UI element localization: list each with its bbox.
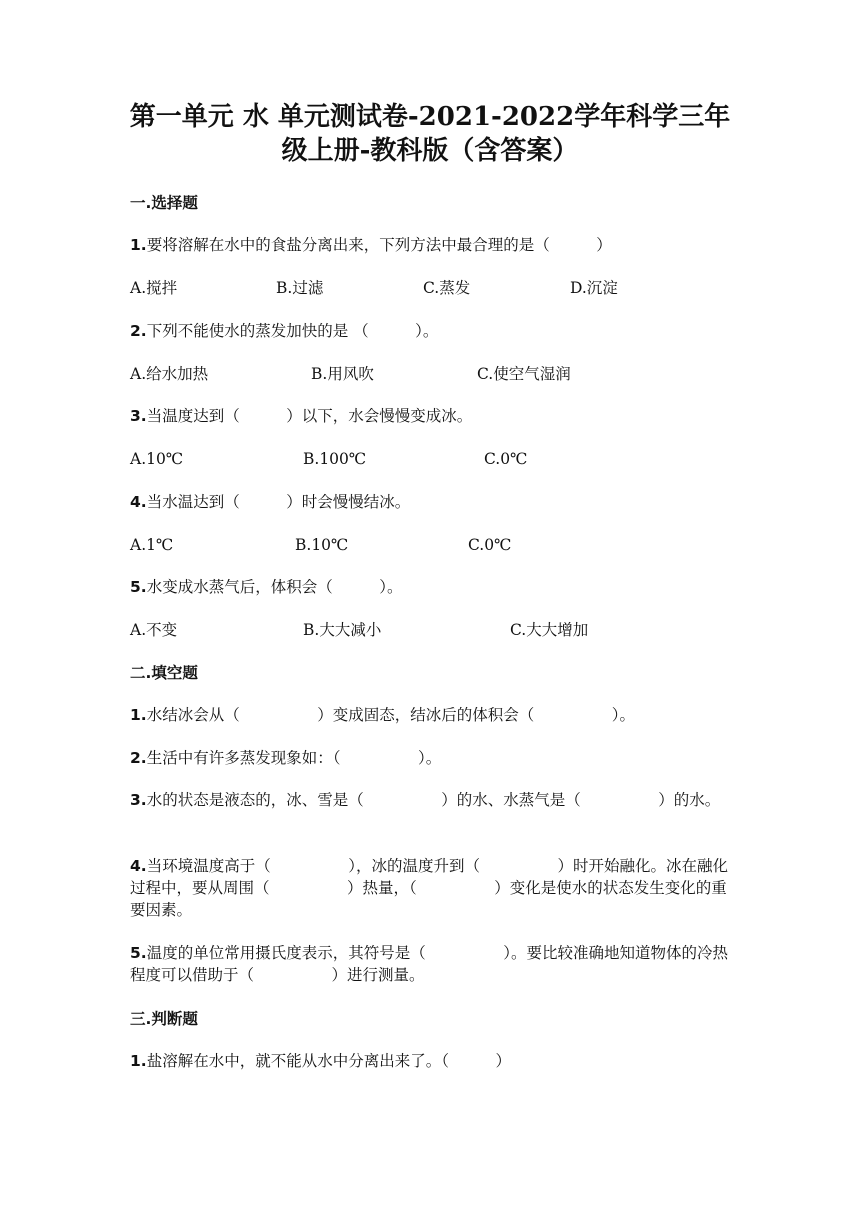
option-b: B.大大减小: [303, 621, 382, 639]
option-c: C.0℃: [468, 536, 512, 554]
option-c: C.使空气湿润: [477, 365, 571, 383]
option-a: A.10℃: [130, 450, 184, 468]
option-b: B.过滤: [276, 279, 324, 297]
section-heading-fill: 二.填空题: [130, 664, 198, 682]
option-c: C.大大增加: [510, 621, 589, 639]
option-b: B.100℃: [303, 450, 367, 468]
option-c: C.蒸发: [423, 279, 471, 297]
option-b: B.10℃: [295, 536, 349, 554]
option-b: B.用风吹: [311, 365, 374, 383]
question-text: 3.当温度达到（ ）以下，水会慢慢变成冰。: [130, 407, 473, 425]
question-text: 4.当水温达到（ ）时会慢慢结冰。: [130, 493, 411, 511]
title-line-2: 级上册-教科版（含答案）: [281, 136, 579, 166]
option-a: A.给水加热: [130, 365, 209, 383]
section-heading-judge: 三.判断题: [130, 1010, 198, 1028]
section-heading-choice: 一.选择题: [130, 194, 198, 212]
question-text: 2.下列不能使水的蒸发加快的是 （ ）。: [130, 322, 439, 340]
question-text: 1.水结冰会从（ ）变成固态，结冰后的体积会（ ）。: [130, 706, 635, 724]
option-d: D.沉淀: [570, 279, 618, 297]
option-a: A.搅拌: [130, 279, 178, 297]
question-text: 1.要将溶解在水中的食盐分离出来，下列方法中最合理的是（ ）: [130, 236, 612, 254]
option-a: A.不变: [130, 621, 178, 639]
document-title: [60, 100, 800, 168]
option-c: C.0℃: [484, 450, 528, 468]
question-text: 5.温度的单位常用摄氏度表示，其符号是（ ）。要比较准确地知道物体的冷热程度可以借助于（ ）进行测量。: [130, 944, 728, 984]
title-line-1: 第一单元 水 单元测试卷-2021-2022学年科学三年: [129, 102, 731, 132]
question-text: 5.水变成水蒸气后，体积会（ ）。: [130, 578, 403, 596]
question-text: 4.当环境温度高于（ ），冰的温度升到（ ）时开始融化。冰在融化过程中，要从周围（ ）热量，（ ）变化是使水的状态发生变化的重要因素。: [130, 857, 728, 919]
question-text: 2.生活中有许多蒸发现象如：（ ）。: [130, 749, 442, 767]
option-a: A.1℃: [130, 536, 174, 554]
question-text: 3.水的状态是液态的，冰、雪是（ ）的水、水蒸气是（ ）的水。: [130, 791, 721, 809]
question-text: 1.盐溶解在水中，就不能从水中分离出来了。（ ）: [130, 1052, 511, 1070]
